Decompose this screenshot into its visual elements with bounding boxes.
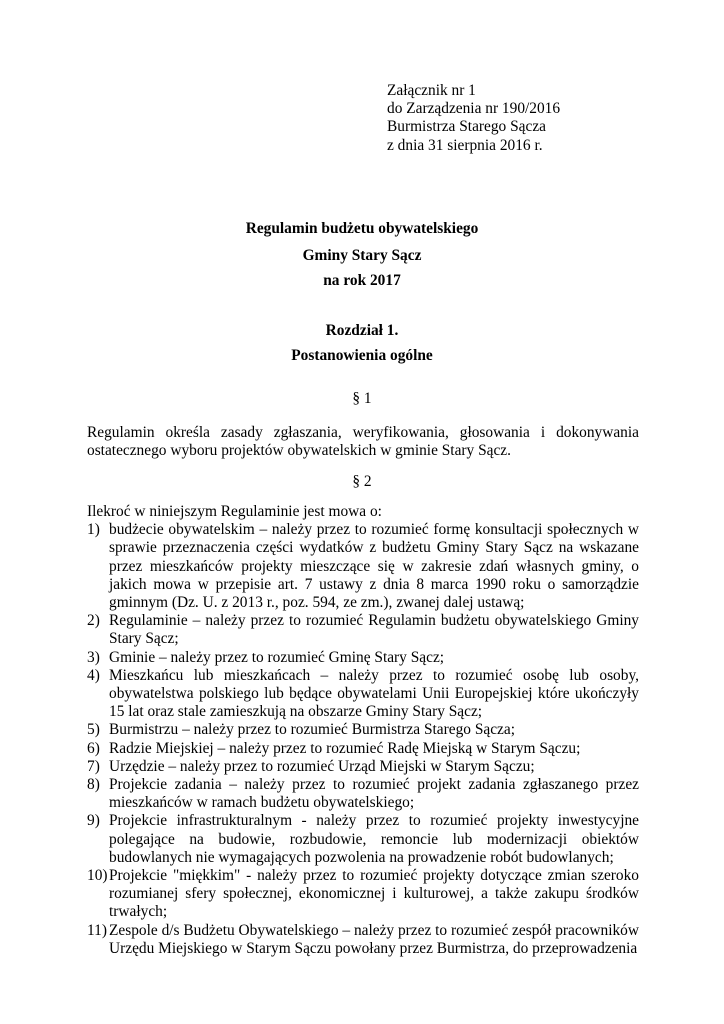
section-2-sign: § 2 (352, 473, 372, 490)
list-item-text: Zespole d/s Budżetu Obywatelskiego – należy przez to rozumieć zespół pracowników Urzędu Miejskiego w Starym Sączu powołany przez Burmistrza, do przeprowadzenia (109, 921, 639, 957)
definitions-list (87, 503, 639, 958)
list-item-number: 5) (87, 721, 100, 739)
chapter-name: Postanowienia ogólne (291, 347, 433, 364)
annex-number: Załącznik nr 1 (387, 82, 476, 99)
list-item-text: Radzie Miejskiej – należy przez to rozumieć Radę Miejską w Starym Sączu; (109, 739, 581, 757)
list-item (87, 776, 639, 812)
list-item-text: Projekcie infrastrukturalnym - należy przez to rozumieć projekty inwestycyjne polegające na budowie, rozbudowie, remoncie lub modernizacji obiektów budowlanych nie wymagających pozwolenia na prowadzenie robót budowlanych; (109, 812, 639, 866)
list-item-text: Gminie – należy przez to rozumieć Gminę Stary Sącz; (109, 648, 445, 666)
list-item-number: 6) (87, 739, 100, 757)
annex-date: z dnia 31 sierpnia 2016 r. (387, 136, 543, 154)
list-item-text: Burmistrzu – należy przez to rozumieć Burmistrza Starego Sącza; (109, 721, 515, 739)
document-title-municipality: Gminy Stary Sącz (302, 247, 422, 264)
list-item (87, 758, 639, 776)
document-title-year: na rok 2017 (323, 272, 401, 289)
list-item (87, 612, 639, 648)
list-item-number: 8) (87, 776, 100, 794)
list-item-text: Mieszkańcu lub mieszkańcach – należy przez to rozumieć osobę lub osoby, obywatelstwa polskiego lub będące obywatelami Unii Europejskiej które ukończyły 15 lat oraz stale zamieszkują na obszarze Gminy Stary Sącz; (109, 666, 639, 721)
list-item-text: Projekcie "miękkim" - należy przez to rozumieć projekty dotyczące zmian szeroko rozumianej sfery społecznej, ekonomicznej i kulturowej, a także zakupu środków trwałych; (109, 867, 639, 921)
list-item (87, 740, 639, 758)
list-item-number: 11) (87, 921, 107, 939)
list-item-number: 3) (87, 648, 100, 666)
list-item-number: 2) (87, 612, 100, 630)
list-item-text: Urzędzie – należy przez to rozumieć Urząd Miejski w Starym Sączu; (109, 757, 535, 775)
annex-issuer: Burmistrza Starego Sącza (387, 118, 546, 136)
list-item-number: 9) (87, 812, 100, 830)
list-item (87, 649, 639, 667)
list-item-number: 7) (87, 757, 100, 775)
section-1-text: Regulamin określa zasady zgłaszania, weryfikowania, głosowania i dokonywania ostatecznego wyboru projektów obywatelskich w gminie Stary Sącz. (87, 424, 639, 460)
chapter-number: Rozdział 1. (325, 322, 399, 339)
list-item-number: 1) (87, 521, 100, 539)
list-item-text: Projekcie zadania – należy przez to rozumieć projekt zadania zgłaszanego przez mieszkańców w ramach budżetu obywatelskiego; (109, 776, 639, 812)
list-item (87, 721, 639, 739)
list-item (87, 667, 639, 722)
list-item-text: budżecie obywatelskim – należy przez to rozumieć formę konsultacji społecznych w sprawie przeznaczenia części wydatków z budżetu Gminy Stary Sącz na wskazane przez mieszkańców projekty mieszczące się w zakresie zdań własnych gminy, o jakich mowa w przepisie art. 7 ustawy z dnia 8 marca 1990 roku o samorządzie gminnym (Dz. U. z 2013 r., poz. 594, ze zm.), zwanej dalej ustawą; (109, 521, 639, 612)
list-item (87, 521, 639, 612)
list-item-text: Regulaminie – należy przez to rozumieć Regulamin budżetu obywatelskiego Gminy Stary Sącz; (109, 612, 639, 648)
section-1-sign: § 1 (352, 390, 372, 407)
list-item-number: 10) (87, 867, 108, 885)
definitions-intro: Ilekroć w niniejszym Regulaminie jest mowa o: (87, 503, 382, 520)
annex-ordinance: do Zarządzenia nr 190/2016 (387, 100, 561, 118)
list-item (87, 867, 639, 922)
list-item (87, 922, 639, 958)
list-item-number: 4) (87, 666, 100, 684)
list-item (87, 812, 639, 867)
document-title: Regulamin budżetu obywatelskiego (245, 220, 479, 237)
annex-header (387, 82, 687, 155)
